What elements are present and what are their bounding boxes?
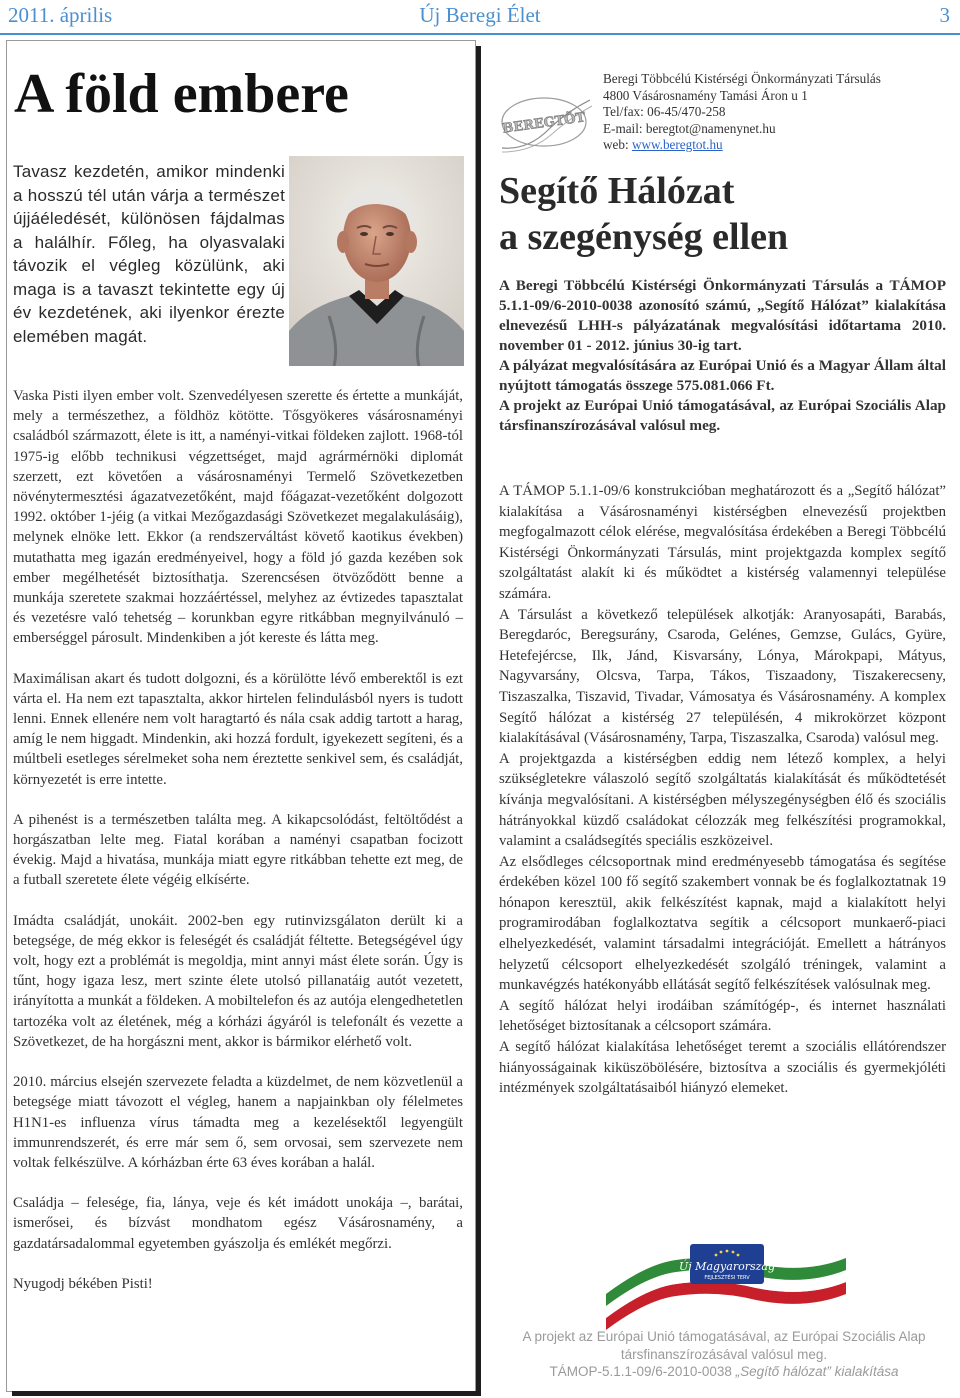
caption-line: A projekt az Európai Unió támogatásával, az Európai Szociális Alap (522, 1329, 926, 1344)
right-article-title (499, 168, 788, 260)
logo-wordmark: BEREGTÖT (501, 110, 587, 137)
summary-paragraph: A Beregi Többcélú Kistérségi Önkormányzati Társulás a TÁMOP 5.1.1-09/6-2010-0038 azonosító számú, „Segítő Hálózat” kialakítása elnevezésű LHH-s pályázatának megvalósítási időtartama 2010. november 01 - 2012. június 30-ig tart. (499, 277, 946, 354)
paragraph: Vaska Pisti ilyen ember volt. Szenvedélyesen szerette és értette a munkáját, mely a természethez, a földhöz kötötte. Tősgyökeres vásárosnaményi családból származott, élete is itt, a naményi-vitkai földeken zajlott. 1968-tól 1975-ig előbb technikusi végzettséget, majd agrármérnöki diplomát szerzett, ezt követően a vásárosnaményi Termelő Szövetkezetben növénytermesztési ágazatvezetőként, majd főágazat-vezetőként dolgozott 1992. október 1-jéig (a vitkai Mezőgazdasági Szövetkezet megalakulásáig), melynek elnöke lett. Ekkor (a rendszerváltást követő kaotikus években) mutathatta meg igazán eredményeivel, hogy a föld jó gazda kezében sok ember megélhetését biztosíthatja. Szerencsésen ötvöződött benne a munkája szeretete szakmai hozzáértéssel, melyhez az évtizedes tapasztalat és vezetésre való tehetség – korunkban egyre ritkábban megnyilvánuló – emberséggel párosult. Mindenkiben a jót kereste és látta meg. (13, 388, 463, 647)
newspaper-name: Új Beregi Élet (419, 3, 541, 27)
paragraph: A TÁMOP 5.1.1-09/6 konstrukcióban meghatározott és a „Segítő hálózat” kialakítása a Vásárosnaményi kistérségben elnevezésű projektben megfogalmazott célok elérése, megvalósítása érdekében a Beregi Többcélú Kistérségi Önkormányzati Társulás, mint projektgazda komplex segítő szolgáltatást alakít ki és működtet a kistérség valamennyi települése számára. (499, 483, 946, 602)
org-email: E-mail: beregtot@namenynet.hu (603, 120, 776, 136)
closing-line: Nyugodj békében Pisti! (13, 1275, 153, 1292)
logo-brand-text: Új Magyarország (679, 1260, 775, 1273)
uj-magyarorszag-logo (606, 1230, 846, 1330)
org-phone: Tel/fax: 06-45/470-258 (603, 104, 726, 119)
beregtot-logo (498, 92, 594, 156)
caption-project-name: „Segítő hálózat” kialakítása (735, 1364, 899, 1379)
article-title: A föld embere (14, 63, 349, 125)
right-article-body (499, 481, 946, 1099)
org-name: Beregi Többcélú Kistérségi Önkormányzati Társulás (603, 71, 881, 86)
paragraph: Maximálisan akart és tudott dolgozni, és a körülötte lévő emberektől is ezt várta el. Ha nem ezt tapasztalta, akkor hirtelen felindulásból nyers is tudott lenni. Ennek ellenére nem volt haragtartó és nála csak addig tartott a harag, amíg le nem higgadt. Mindenkin, aki hozzá fordult, igyekezett segíteni, és a múltbeli esetleges sérelmeket soha nem éreztette senkivel sem, és családját, környezetét is erre intette. (13, 670, 463, 788)
org-address: 4800 Vásárosnamény Tamási Áron u 1 (603, 87, 808, 103)
title-line-1: Segítő Hálózat (499, 170, 735, 212)
paragraph: 2010. március elsején szervezete feladta a küzdelmet, de nem közvetlenül a betegsége miatt távozott el végleg, hanem a napjainkban oly félelmetes H1N1-es influenza vírus támadta meg a kezelésektől legyengült immunrendszerét, és erre már sem ő, sem orvosai, sem szervezete nem voltak felkészülve. A kórházban érte 63 éves korában a halál. (13, 1074, 463, 1171)
paragraph: A segítő hálózat helyi irodáiban számítógép-, és internet használati lehetőséget biztosítanak a célcsoport számára. (499, 997, 946, 1035)
org-web-line (603, 137, 881, 154)
web-label: web: (603, 137, 632, 152)
paragraph: A segítő hálózat kialakítása lehetőséget teremt a szociális ellátórendszer hiányosságainak kiküszöbölésére, biztosítva a szociális és gyermekjóléti intézmények szolgáltatásaiból hiányzó elemeket. (499, 1039, 946, 1097)
paragraph: Imádta családját, unokáit. 2002-ben egy rutinvizsgálaton derült ki a betegsége, de még ekkor is feleségét és családját féltette. Betegségével úgy volt, hogy ezt a problémát is megoldja, mint annyi mást élete során. Úgy is tűnt, hogy igaza lesz, mert szinte élete utolsó pillanatáig autót vezetett, irányította a munkát a földeken. A mobiltelefon és az autója elengedhetetlen tartozéka volt az életének, még a kórházi ágyáról is telefonált és vezette a Szövetkezet, de ha horgászni ment, akkor is bármikor elérhető volt. (13, 912, 463, 1050)
title-line-2: a szegénység ellen (499, 216, 789, 258)
funding-caption (499, 1328, 949, 1381)
summary-paragraph: A pályázat megvalósítására az Európai Unió és a Magyar Állam által nyújtott támogatás összege 575.081.066 Ft. (499, 357, 946, 394)
project-summary (499, 276, 946, 436)
paragraph: A pihenést is a természetben találta meg. A kikapcsolódást, feltöltődést a horgászatban lelte meg. Fiatal korában a naményi csapatban focizott évekig. Majd a hivatása, munkája miatt egyre ritkábban tehette ezt meg, de a futball szeretete élete végéig elkísérte. (13, 811, 463, 889)
running-header (0, 0, 960, 34)
article-body (13, 386, 463, 1314)
caption-line (499, 1363, 949, 1381)
box-shadow-right (476, 46, 481, 1394)
portrait-photo (289, 156, 464, 366)
issue-date: 2011. április (8, 3, 113, 27)
header-rule (0, 33, 960, 35)
web-link[interactable]: www.beregtot.hu (631, 137, 723, 152)
article-lead: Tavasz kezdetén, amikor mindenki a hosszú tél után várja a természet újjáéledését, különösen fájdalmas a halálhír. Főleg, ha olyasvalaki távozik el végleg közülünk, aki maga is a tavaszt tekintette egy új év kezdetének, aki ilyenkor érezte elemében magát. (13, 162, 285, 346)
box-shadow-bottom (12, 1391, 481, 1396)
summary-paragraph: A projekt az Európai Unió támogatásával, az Európai Szociális Alap társfinanszírozásával valósul meg. (499, 397, 946, 434)
paragraph: Családja – felesége, fia, lánya, veje és két imádott unokája –, barátai, ismerősei, és bízvást mondhatom egész Vásárosnamény, a gazdatársadalommal egyetemben gyászolja és emlékét megőrzi. (13, 1195, 463, 1252)
logo-subtitle-text: FEJLESZTÉSI TERV (704, 1275, 750, 1281)
paragraph: Az elsődleges célcsoportnak mind eredményesebb támogatása és segítése érdekében közel 100 fő segítő szakembert vonnak be és foglalkoztatnak 19 hónapon keresztül, akik felkészítést kapnak, majd a kialakított helyi programirodában foglalkoztatva segítik a célcsoport munkaerő-piaci elhelyezkedését, valamint társadalmi integrációját. Emellett a hátrányos helyzetű célcsoport elhelyezkedését szolgáló tréningek, valamint a munkavégzés hatékonyább ellátását segítő felkészítések valósulnak meg. (499, 853, 946, 994)
caption-line: társfinanszírozásával valósul meg. (620, 1346, 828, 1362)
organization-contact (603, 71, 881, 154)
page-number: 3 (939, 3, 950, 27)
paragraph: A projektgazda a kistérségben eddig nem létező komplex, a helyi szükségletekre válaszoló segítő szolgáltatás kialakítását és működtetését kívánja megvalósítani. A kistérségben mélyszegénységben élő és szociális hátrányokkal küzdő családokat célozzák meg felkészítési programokkal, valamint a családsegítés speciális eszközeivel. (499, 750, 946, 850)
paragraph: A Társulást a következő települések alkotják: Aranyosapáti, Barabás, Beregdaróc, Beregsurány, Csaroda, Gelénes, Gemzse, Gulács, Gyüre, Hetefejércse, Ilk, Jánd, Kisvarsány, Lónya, Márokpapi, Mátyus, Nagyvarsány, Olcsva, Tarpa, Tákos, Tiszaadony, Tiszakerecseny, Tiszaszalka, Tiszavid, Tivadar, Vámosatya és Vásárosnamény. A komplex Segítő hálózat a kistérség 27 településén, 4 mikrokörzet központ kialakításával (Vásárosnamény, Tarpa, Tiszaszalka, Csaroda) valósul meg. (499, 606, 946, 747)
caption-code: TÁMOP-5.1.1-09/6-2010-0038 (549, 1364, 736, 1379)
